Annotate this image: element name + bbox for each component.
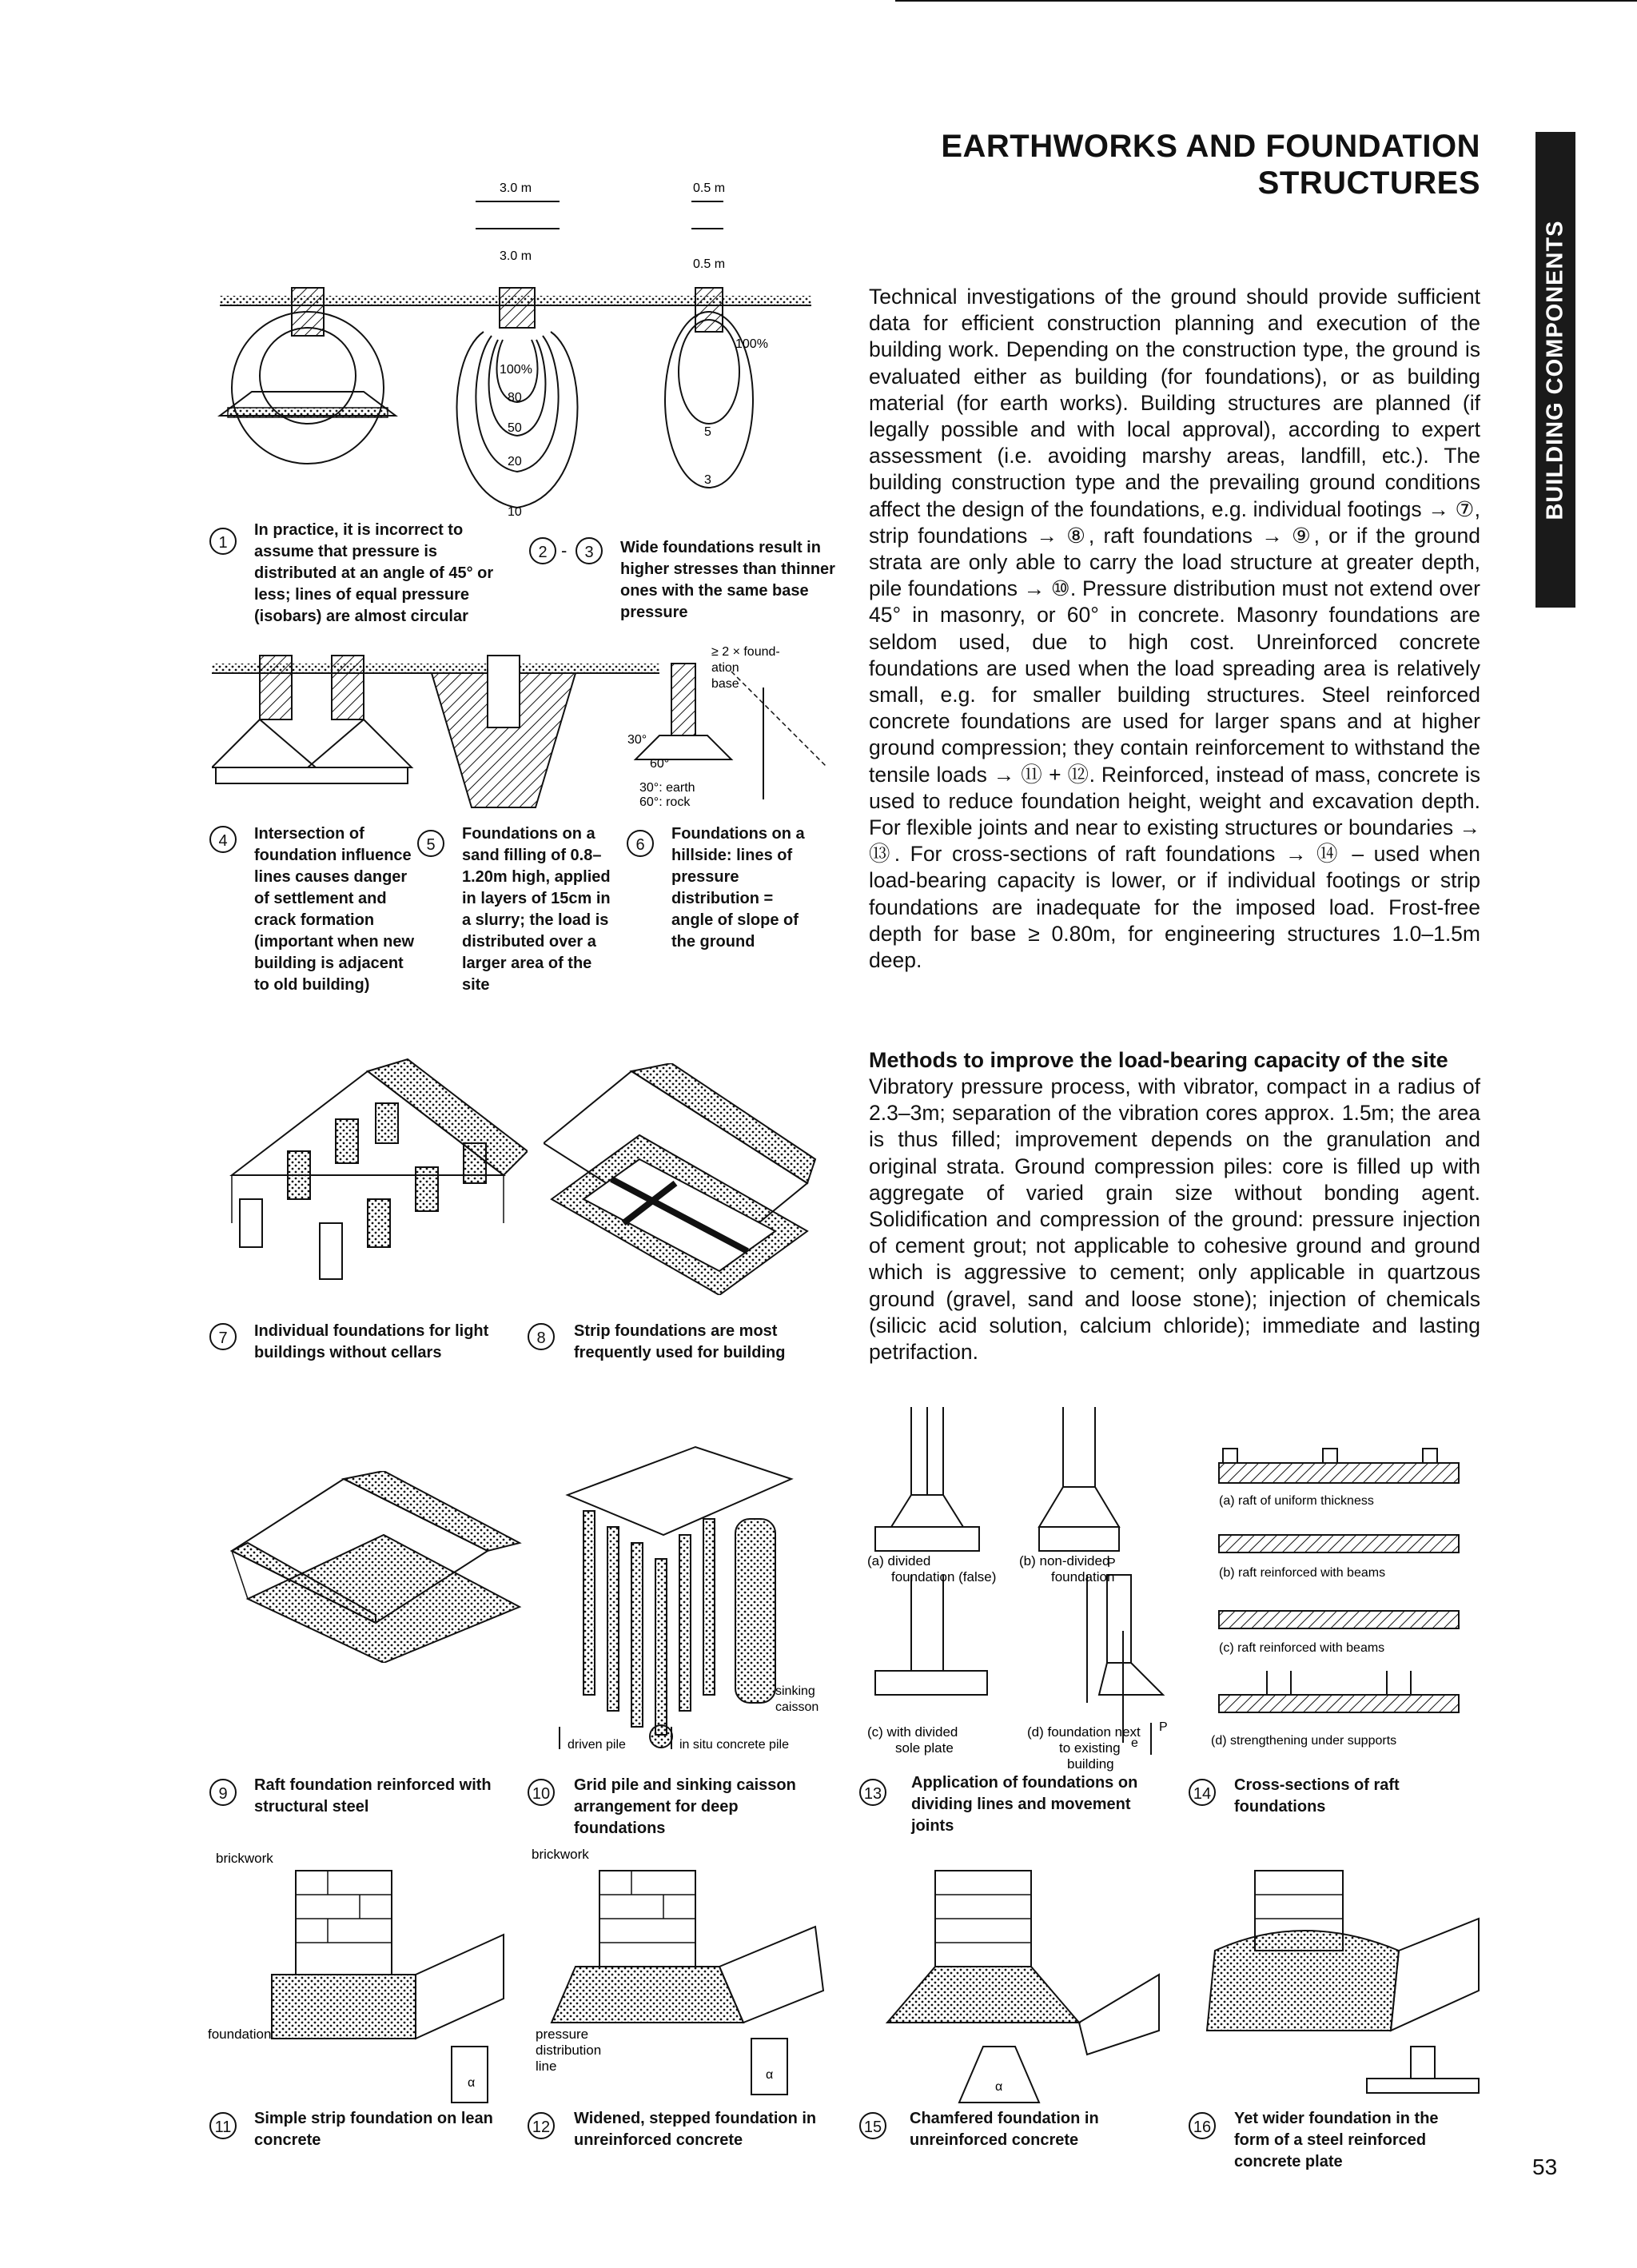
figure-number-4: 4: [209, 826, 237, 853]
figure-number-8: 8: [528, 1323, 555, 1350]
figure-number-1: 1: [209, 528, 237, 555]
brickwork-label-11: brickwork: [216, 1851, 273, 1866]
title-line-2: STRUCTURES: [1257, 165, 1480, 201]
figure-number-13: 13: [859, 1779, 886, 1806]
iso-3-label-b: 3: [704, 473, 711, 487]
alpha-label-12: α: [766, 2068, 774, 2082]
figure-11-drawing: [208, 1839, 512, 2111]
angle-60-label: 60°: [650, 757, 670, 771]
figure-10-drawing: [552, 1431, 839, 1751]
figure-number-16: 16: [1189, 2112, 1216, 2139]
f14a-label: (a) raft of uniform thickness: [1219, 1494, 1374, 1508]
iso-5-label-b: 5: [704, 425, 711, 439]
figure-1-caption: In practice, it is incorrect to assume that pressure is distributed at an angle of 45° or less; lines of equal pressure (isobars) are almost circular: [254, 521, 494, 625]
figure-number-12: 12: [528, 2112, 555, 2139]
f13-e-label: e: [1131, 1736, 1138, 1750]
f13d-label-1: (d) foundation next: [1027, 1724, 1141, 1740]
brickwork-label-12: brickwork: [532, 1847, 589, 1862]
figure-14-caption: Cross-sections of raft foundations: [1234, 1776, 1400, 1816]
f13c-label-1: (c) with divided: [867, 1724, 958, 1740]
figure-number-2: 2: [529, 537, 556, 564]
figure-15-drawing: [863, 1847, 1167, 2111]
iso-80-label-a: 80: [508, 391, 522, 405]
figure-12-drawing: [528, 1839, 831, 2111]
figure-6-caption: Foundations on a hillside: lines of pressure distribution = angle of slope of the ground: [671, 825, 805, 951]
figure-8-drawing: [544, 1063, 831, 1295]
figure-number-6: 6: [627, 830, 654, 857]
figure-10-caption: Grid pile and sinking caisson arrangement for deep foundations: [574, 1776, 796, 1837]
figure-number-dash: -: [561, 540, 568, 560]
caisson-label: caisson: [775, 1700, 819, 1714]
figure-number-7: 7: [209, 1323, 237, 1350]
hillside-rock-label: 60°: rock: [639, 795, 691, 809]
figure-4-caption: Intersection of foundation influence lines causes danger of settlement and crack formation (important when new building is adjacent to old building): [254, 825, 414, 994]
foundation-label-11: foundation: [208, 2027, 272, 2042]
dim-05m-label: 0.5 m: [693, 181, 726, 195]
pressure-label-1: pressure: [536, 2027, 589, 2042]
insitu-pile-label: in situ concrete pile: [679, 1738, 789, 1751]
f13c-label-2: sole plate: [895, 1740, 954, 1756]
f13d-label-2: to existing: [1059, 1740, 1121, 1756]
f14d-label: (d) strengthening under supports: [1211, 1734, 1397, 1748]
figure-number-5: 5: [417, 830, 444, 857]
body-paragraph-2: Vibratory pressure process, with vibrator, compact in a radius of 2.3–3m; separation of the vibration cores approx. 1.5m; the area is thus filled; improvement depends on the granulation and original strata. Ground compression piles: core is filled up with aggregate of varied grain size without bonding agent. Solidification and compression of the ground: pressure injection of cement grout; not applicable to cohesive ground and ground which is aggressive to cement; only applicable in quartzous ground (gravel, sand and loose stone); injection of chemicals (silicic acid solution, calcium chloride); immediate and lasting petrifaction.: [869, 1074, 1480, 1365]
hillside-ation-label: ation: [711, 661, 739, 675]
figure-number-10: 10: [528, 1779, 555, 1806]
alpha-label-15: α: [995, 2080, 1003, 2094]
f14c-label: (c) raft reinforced with beams: [1219, 1641, 1385, 1655]
dim-3m-label-2: 3.0 m: [500, 249, 532, 263]
figure-number-15: 15: [859, 2112, 886, 2139]
page-title: [941, 128, 1480, 201]
driven-pile-label: driven pile: [568, 1738, 626, 1751]
body-paragraph-1: Technical investigations of the ground should provide sufficient data for efficient construction planning and execution of the building work. Depending on the construction type, the ground is evaluated either as building (for foundations), or as building material (for earth works). Building structures are planned (if legally possible and with local approval), according to expert assessment (i.e. avoiding marshy areas, landfill, etc.). The building construction type and the prevailing ground conditions affect the design of the foundations, e.g. individual footings → ⑦, strip foundations → ⑧, raft foundations → ⑨, or if the ground strata are only able to carry the load structure at greater depth, pile foundations → ⑩. Pressure distribution must not extend over 45° in masonry, or 60° in concrete. Masonry foundations are seldom used, due to high cost. Unreinforced concrete foundations are used when the load spreading area is relatively small, e.g. for smaller building structures. Steel reinforced concrete foundations are used for larger spans and at higher ground compression; they contain reinforcement to withstand the tensile loads → ⑪ + ⑫. Reinforced, instead of mass, concrete is used to reduce foundation height, weight and excavation depth. For flexible joints and near to existing structures or boundaries → ⑬. For cross-sections of raft foundations → ⑭ – used when load-bearing capacity is lower, or if individual footings or strip foundations are inadequate for the imposed load. Frost-free depth for base ≥ 0.80m, for engineering structures 1.0–1.5m deep.: [869, 285, 1480, 973]
figure-16-drawing: [1191, 1847, 1487, 2111]
page-number: 53: [1532, 2154, 1558, 2179]
figure-7-drawing: [224, 1055, 528, 1287]
section-sidebar-tab: [1535, 132, 1575, 608]
hillside-earth-label: 30°: earth: [639, 781, 695, 795]
figure-1-3-drawing: [204, 176, 827, 528]
f13-p-label-2: P: [1159, 1720, 1168, 1734]
iso-50-label-a: 50: [508, 421, 522, 435]
f13a-label-2: foundation (false): [891, 1569, 997, 1584]
figure-2-3-caption: Wide foundations result in higher stresses than thinner ones with the same base pressure: [620, 539, 835, 621]
iso-10-label-a: 10: [508, 505, 522, 519]
figure-9-caption: Raft foundation reinforced with structural steel: [254, 1776, 492, 1816]
figure-14-drawing: [1203, 1439, 1475, 1759]
f13-p-label: P: [1107, 1557, 1116, 1570]
figure-12-caption: Widened, stepped foundation in unreinforced concrete: [574, 2110, 817, 2149]
iso-20-label-a: 20: [508, 455, 522, 468]
figure-13-caption: Application of foundations on dividing lines and movement joints: [911, 1774, 1138, 1835]
sinking-label: sinking: [775, 1684, 815, 1698]
sidebar-label: BUILDING COMPONENTS: [1542, 219, 1568, 520]
figure-4-6-drawing: [212, 640, 827, 815]
f13a-label-1: (a) divided: [867, 1553, 931, 1568]
iso-100-label-b: 100%: [735, 337, 768, 351]
figure-9-drawing: [224, 1471, 528, 1663]
figure-13-drawing: [867, 1407, 1187, 1775]
figure-5-caption: Foundations on a sand filling of 0.8–1.20m high, applied in layers of 15cm in a slurry; the load is distributed over a larger area of the site: [462, 825, 611, 994]
figure-number-2-3: [529, 537, 619, 566]
title-line-1: EARTHWORKS AND FOUNDATION: [941, 129, 1480, 164]
angle-30-label: 30°: [627, 733, 647, 747]
figure-15-caption: Chamfered foundation in unreinforced concrete: [910, 2110, 1099, 2149]
figure-8-caption: Strip foundations are most frequently used for building: [574, 1322, 786, 1361]
f13d-label-3: building: [1067, 1756, 1114, 1772]
f14b-label: (b) raft reinforced with beams: [1219, 1566, 1386, 1580]
f13b-label-1: (b) non-divided: [1019, 1553, 1110, 1568]
pressure-label-3: line: [536, 2059, 557, 2074]
figure-number-11: 11: [209, 2112, 237, 2139]
dim-3m-label: 3.0 m: [500, 181, 532, 195]
f13b-label-2: foundation: [1051, 1569, 1115, 1584]
figure-number-9: 9: [209, 1779, 237, 1806]
dim-05m-label-2: 0.5 m: [693, 257, 726, 271]
hillside-2x-label: ≥ 2 × found-: [711, 645, 780, 659]
figure-11-caption: Simple strip foundation on lean concrete: [254, 2110, 493, 2149]
top-rule: [895, 0, 1637, 2]
figure-number-14: 14: [1189, 1779, 1216, 1806]
iso-100-label-a: 100%: [500, 363, 532, 377]
alpha-label-11: α: [468, 2076, 476, 2090]
figure-16-caption: Yet wider foundation in the form of a steel reinforced concrete plate: [1234, 2110, 1439, 2170]
pressure-label-2: distribution: [536, 2043, 602, 2058]
section-heading-load-bearing: Methods to improve the load-bearing capacity of the site: [869, 1048, 1448, 1072]
figure-7-caption: Individual foundations for light buildings without cellars: [254, 1322, 489, 1361]
figure-number-3: 3: [576, 537, 603, 564]
hillside-base-label: base: [711, 677, 739, 691]
